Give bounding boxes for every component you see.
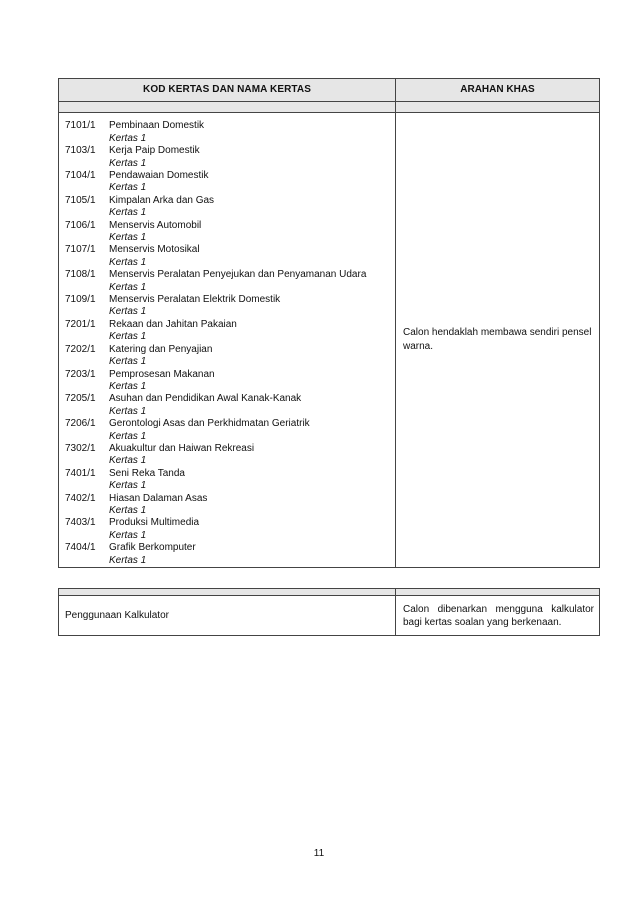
paper-subtitle: Kertas 1 [109,132,147,144]
paper-code: 7201/1 [65,318,96,330]
paper-name: Produksi Multimedia [109,517,200,529]
paper-subtitle: Kertas 1 [109,182,147,194]
paper-code: 7106/1 [65,219,96,231]
header-special-instruction: ARAHAN KHAS [460,84,535,96]
paper-name: Menservis Peralatan Elektrik Domestik [109,294,281,306]
paper-name-block [109,493,207,518]
header-paper-code-name: KOD KERTAS DAN NAMA KERTAS [59,79,396,101]
paper-row [65,220,395,245]
paper-row [65,393,395,418]
paper-name: Pendawaian Domestik [109,170,209,181]
paper-row [65,319,395,344]
paper-code: 7109/1 [65,294,96,306]
paper-subtitle: Kertas 1 [109,281,147,293]
paper-code: 7404/1 [65,542,96,554]
paper-name-block [109,195,214,220]
paper-row [65,145,395,170]
paper-row [65,244,395,269]
papers-table [58,78,600,568]
paper-name-block [109,369,215,394]
paper-name: Menservis Motosikal [109,244,200,256]
paper-name-block [109,319,237,344]
paper-code: 7105/1 [65,194,96,206]
paper-row [65,517,395,542]
paper-row [65,493,395,518]
paper-subtitle: Kertas 1 [109,207,147,219]
paper-row [65,294,395,319]
paper-code: 7107/1 [65,244,96,256]
paper-name-block [109,220,201,245]
paper-subtitle: Kertas 1 [109,331,147,343]
paper-name: Kerja Paip Domestik [109,145,200,157]
calculator-label: Penggunaan Kalkulator [59,596,396,635]
header-spacer-row [59,102,599,113]
paper-subtitle: Kertas 1 [109,554,147,566]
paper-name: Rekaan dan Jahitan Pakaian [109,318,237,330]
paper-subtitle: Kertas 1 [109,480,147,492]
paper-code: 7103/1 [65,145,96,157]
paper-name: Pemprosesan Makanan [109,368,215,380]
paper-row [65,195,395,220]
calculator-instruction: Calon dibenarkan mengguna kalkulator bagi kertas soalan yang berkenaan. [403,603,594,628]
paper-code: 7206/1 [65,418,96,430]
paper-code: 7403/1 [65,517,96,529]
paper-name: Menservis Automobil [109,219,202,231]
paper-name: Akuakultur dan Haiwan Rekreasi [109,442,255,454]
paper-name: Pembinaan Domestik [109,120,205,132]
paper-name-block [109,294,280,319]
paper-code: 7302/1 [65,442,96,454]
paper-name-block [109,468,185,493]
paper-code: 7101/1 [65,120,96,132]
paper-subtitle: Kertas 1 [109,157,147,169]
paper-name-block [109,170,209,195]
table-body [59,113,599,567]
paper-subtitle: Kertas 1 [109,529,147,541]
paper-row [65,468,395,493]
paper-name: Seni Reka Tanda [109,467,185,479]
paper-name: Katering dan Penyajian [109,343,213,355]
paper-row [65,120,395,145]
paper-row [65,170,395,195]
paper-code: 7205/1 [65,393,96,405]
paper-name: Kimpalan Arka dan Gas [109,194,215,206]
paper-name-block [109,393,301,418]
paper-row [65,369,395,394]
page-number: 11 [313,848,325,859]
paper-row [65,443,395,468]
paper-name: Asuhan dan Pendidikan Awal Kanak-Kanak [109,393,302,405]
paper-subtitle: Kertas 1 [109,504,147,516]
paper-subtitle: Kertas 1 [109,306,147,318]
paper-subtitle: Kertas 1 [109,455,147,467]
special-instruction-cell [396,113,599,567]
paper-row [65,269,395,294]
paper-name: Menservis Peralatan Penyejukan dan Penyamanan Udara [109,269,367,281]
paper-name-block [109,344,212,369]
paper-name-block [109,517,199,542]
paper-row [65,542,395,567]
paper-subtitle: Kertas 1 [109,405,147,417]
paper-code: 7401/1 [65,467,96,479]
calculator-row [59,596,599,635]
paper-subtitle: Kertas 1 [109,256,147,268]
paper-row [65,418,395,443]
paper-subtitle: Kertas 1 [109,356,147,368]
paper-name-block [109,120,204,145]
paper-name: Hiasan Dalaman Asas [109,492,208,504]
special-instruction-text: Calon hendaklah membawa sendiri pensel warna. [403,327,592,353]
paper-name-block [109,418,310,443]
paper-subtitle: Kertas 1 [109,430,147,442]
paper-subtitle: Kertas 1 [109,232,147,244]
paper-name: Grafik Berkomputer [109,542,196,554]
paper-name-block [109,443,254,468]
calculator-table [58,588,600,636]
paper-name-block [109,269,366,294]
paper-code: 7202/1 [65,343,96,355]
paper-code: 7402/1 [65,492,96,504]
table-header [59,79,599,102]
paper-name: Gerontologi Asas dan Perkhidmatan Geriatrik [109,418,310,430]
paper-subtitle: Kertas 1 [109,380,147,392]
paper-name-block [109,145,200,170]
paper-list [59,113,396,567]
paper-name-block [109,542,196,567]
paper-code: 7104/1 [65,170,96,181]
paper-name-block [109,244,200,269]
paper-row [65,344,395,369]
paper-code: 7108/1 [65,269,96,281]
paper-code: 7203/1 [65,368,96,380]
calculator-spacer-row [59,589,599,596]
